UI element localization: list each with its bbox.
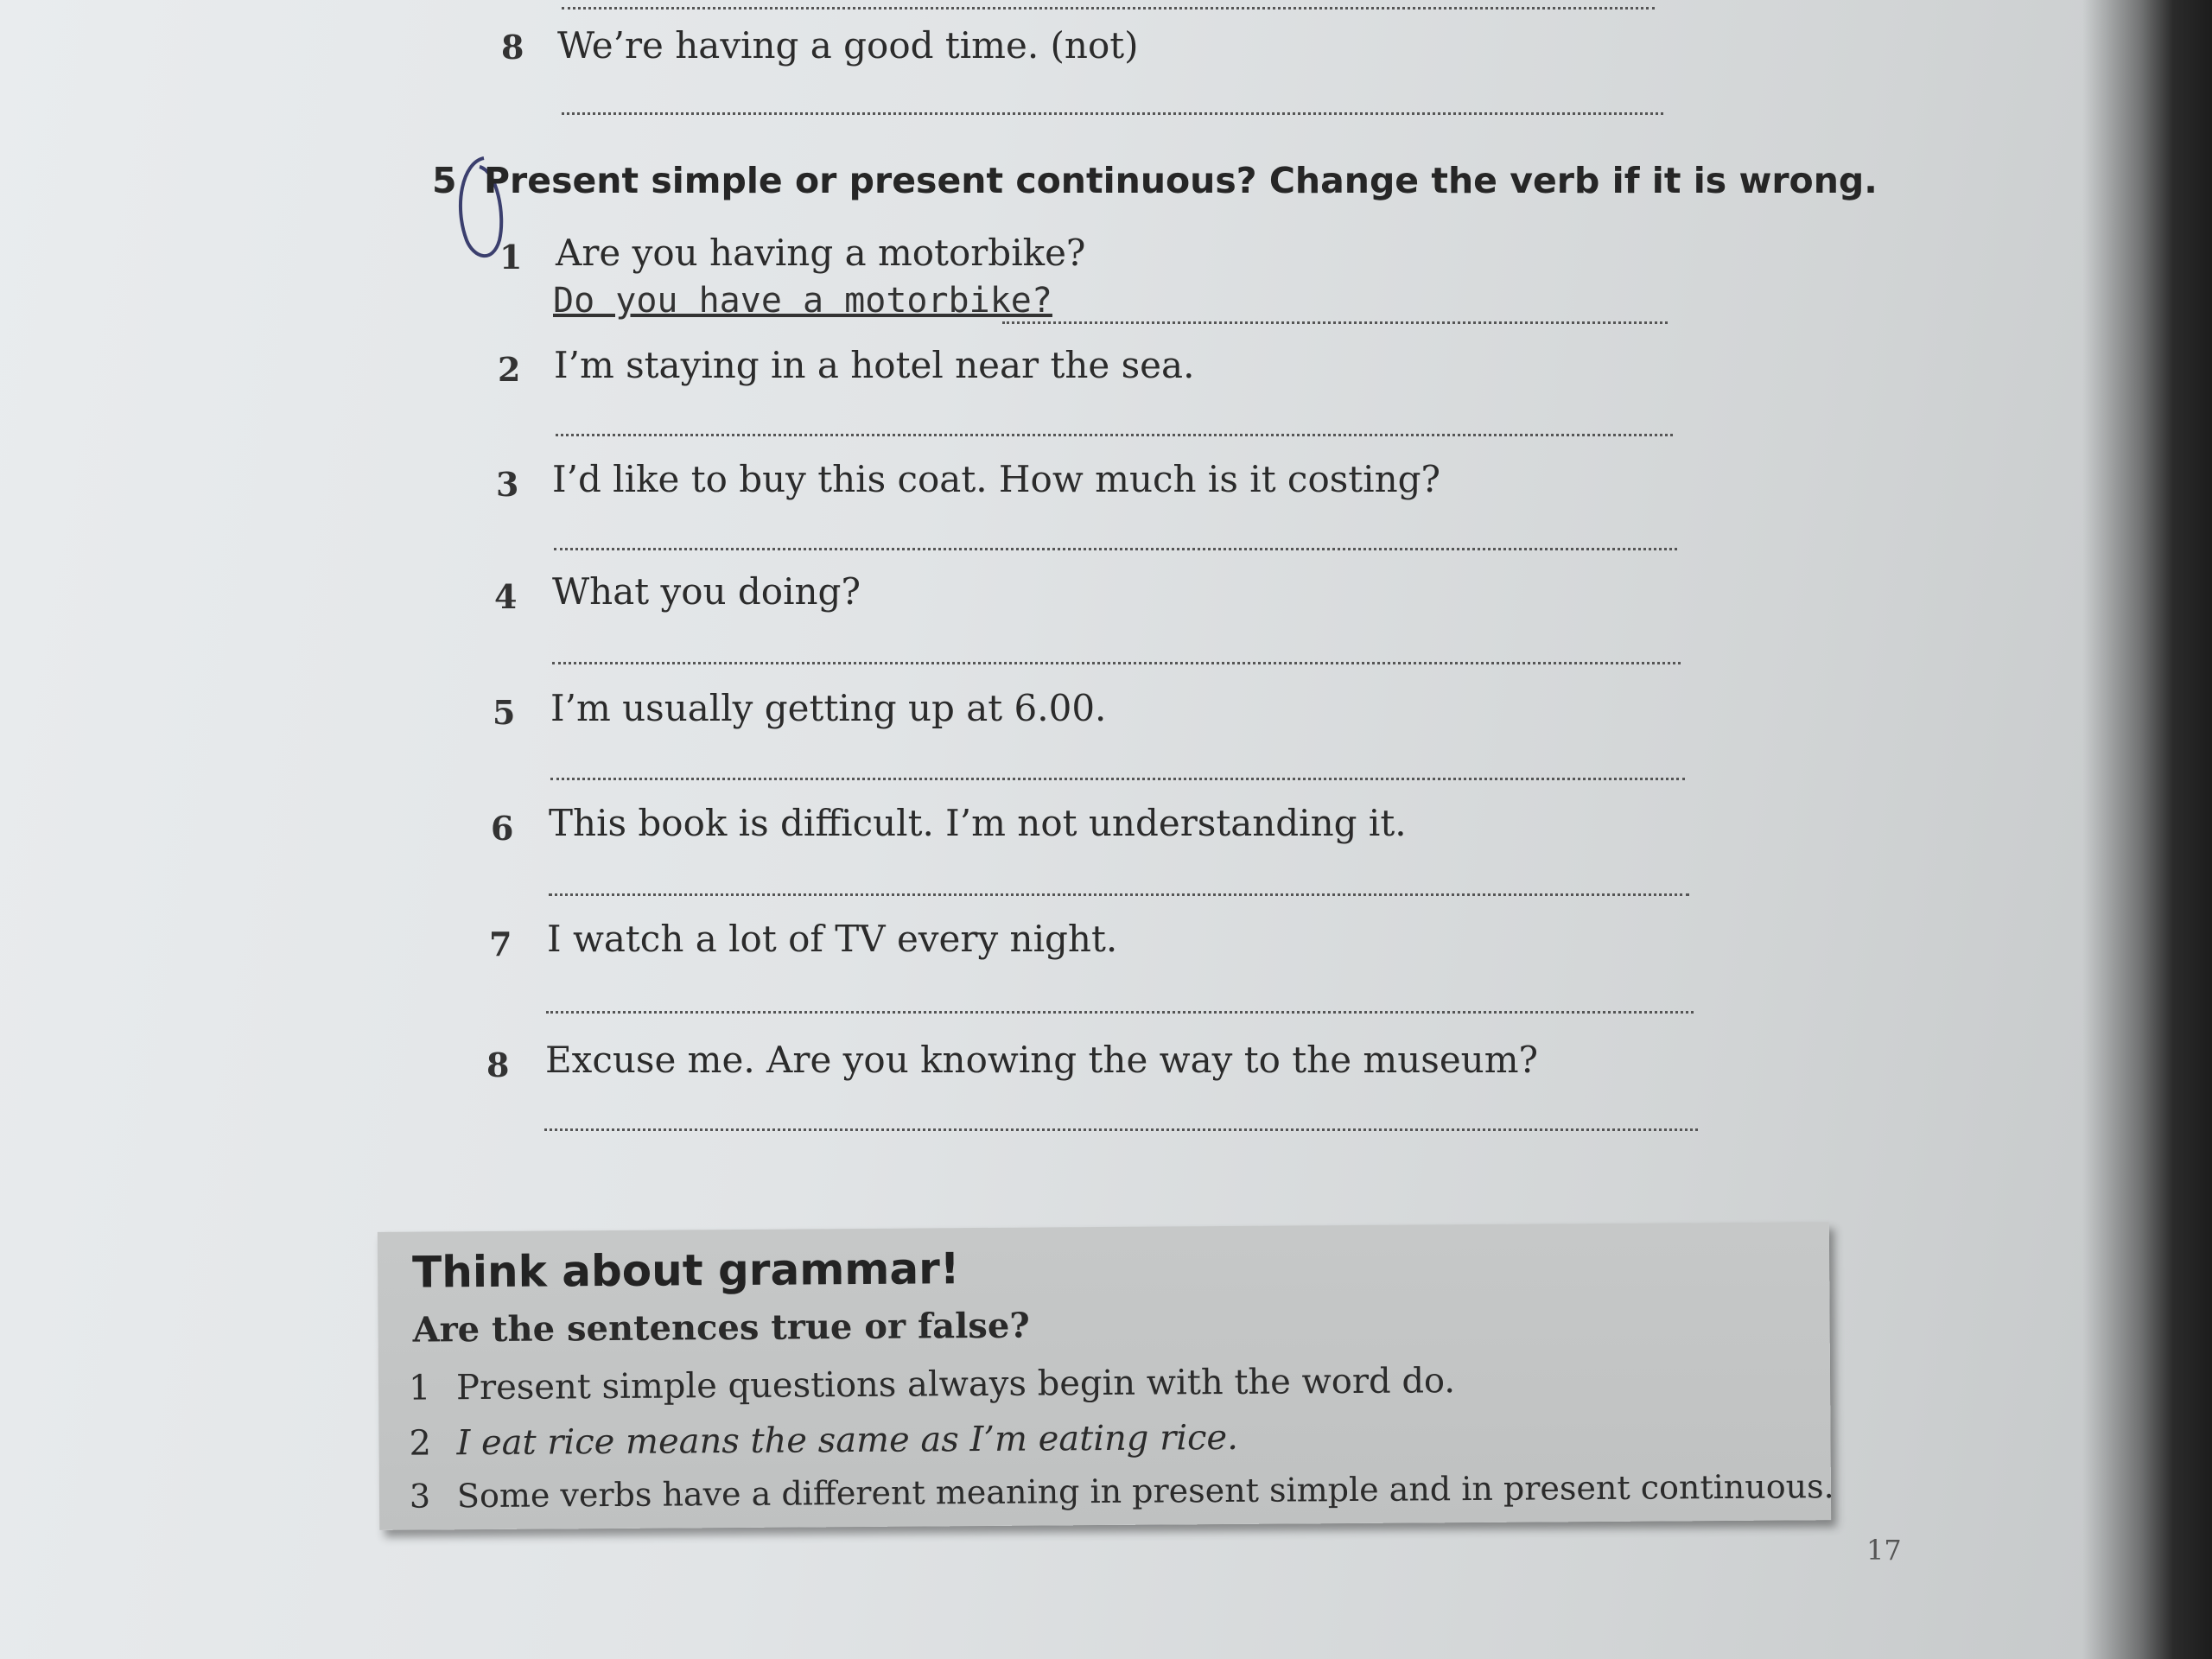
item-text: Excuse me. Are you knowing the way to the museum?	[545, 1039, 1539, 1081]
box-item	[409, 1418, 1238, 1464]
item-number: 2	[498, 350, 521, 389]
handwritten-answer: Do you have a motorbike?	[553, 281, 1052, 321]
page-edge-shadow	[2082, 0, 2212, 1659]
answer-line-prev[interactable]	[562, 112, 1663, 115]
answer-line[interactable]	[552, 662, 1681, 664]
item-number: 1	[499, 238, 523, 276]
item-number: 3	[496, 465, 519, 504]
answer-line[interactable]	[554, 548, 1677, 550]
answer-line[interactable]	[1002, 321, 1668, 324]
item-text: Are you having a motorbike?	[556, 232, 1086, 274]
box-item-text: Some verbs have a different meaning in present simple and in present continuous.	[456, 1467, 1834, 1516]
item-number: 6	[491, 809, 514, 848]
box-item-number: 1	[408, 1368, 431, 1408]
page-number: 17	[1866, 1534, 1902, 1567]
box-title: Think about grammar!	[411, 1243, 960, 1298]
item-number: 5	[493, 693, 516, 732]
answer-line-prev-top	[562, 7, 1655, 10]
answer-line[interactable]	[546, 1011, 1694, 1014]
item-text: I’d like to buy this coat. How much is it costing?	[552, 458, 1441, 500]
item-text: This book is difficult. I’m not understanding it.	[549, 802, 1407, 844]
exercise-number: 5	[432, 160, 457, 201]
box-item	[409, 1361, 1455, 1408]
item-text: I’m usually getting up at 6.00.	[550, 687, 1107, 729]
prev-item-text: We’re having a good time. (not)	[557, 24, 1139, 67]
item-text: I watch a lot of TV every night.	[547, 918, 1118, 960]
item-text: What you doing?	[552, 570, 861, 613]
item-number: 4	[494, 577, 518, 616]
answer-line[interactable]	[550, 778, 1685, 780]
item-number: 7	[489, 925, 512, 963]
box-subtitle: Are the sentences true or false?	[412, 1305, 1030, 1351]
item-number: 8	[486, 1046, 510, 1084]
box-item-text: I eat rice means the same as I’m eating rice.	[456, 1417, 1238, 1464]
box-item-number: 3	[409, 1477, 431, 1516]
answer-line[interactable]	[549, 893, 1689, 896]
box-item-number: 2	[409, 1423, 432, 1464]
think-about-grammar-box	[378, 1222, 1834, 1530]
prev-item-number: 8	[501, 28, 524, 67]
answer-line[interactable]	[556, 434, 1673, 436]
exercise-instruction: Present simple or present continuous? Change the verb if it is wrong.	[484, 160, 1878, 201]
answer-line[interactable]	[544, 1128, 1698, 1131]
box-item	[410, 1467, 1834, 1516]
box-item-text: Present simple questions always begin with the word do.	[455, 1361, 1456, 1408]
item-text: I’m staying in a hotel near the sea.	[554, 344, 1195, 386]
